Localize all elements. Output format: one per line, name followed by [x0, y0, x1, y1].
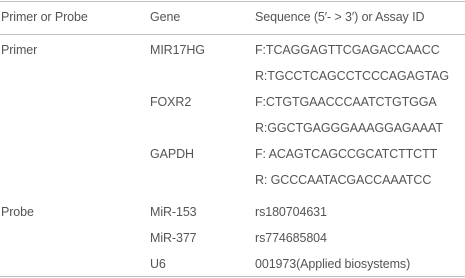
row-sequence: 001973(Applied biosystems): [255, 257, 411, 271]
row-sequence: F: ACAGTCAGCCGCATCTTCTT: [255, 147, 438, 161]
header-gene: Gene: [150, 10, 181, 24]
row-sequence: R:TGCCTCAGCCTCCCAGAGTAG: [255, 69, 449, 83]
table-bottom-rule: [0, 276, 465, 277]
row-sequence: F:CTGTGAACCCAATCTGTGGA: [255, 95, 437, 109]
row-sequence: rs180704631: [255, 205, 327, 219]
table-top-rule: [0, 1, 465, 2]
row-gene: MiR-153: [150, 205, 197, 219]
row-gene: GAPDH: [150, 147, 194, 161]
header-sequence: Sequence (5′- > 3′) or Assay ID: [255, 10, 425, 24]
row-sequence: R:GGCTGAGGGAAAGGAGAAAT: [255, 121, 443, 135]
row-gene: U6: [150, 257, 166, 271]
header-primer-or-probe: Primer or Probe: [1, 10, 88, 24]
row-type: Primer: [1, 43, 38, 57]
row-sequence: F:TCAGGAGTTCGAGACCAACC: [255, 43, 440, 57]
row-sequence: R: GCCCAATACGACCAAATCC: [255, 173, 432, 187]
table-header-rule: [0, 34, 465, 35]
row-gene: MIR17HG: [150, 43, 205, 57]
row-sequence: rs774685804: [255, 231, 327, 245]
row-type: Probe: [1, 205, 34, 219]
row-gene: MiR-377: [150, 231, 197, 245]
row-gene: FOXR2: [150, 95, 192, 109]
